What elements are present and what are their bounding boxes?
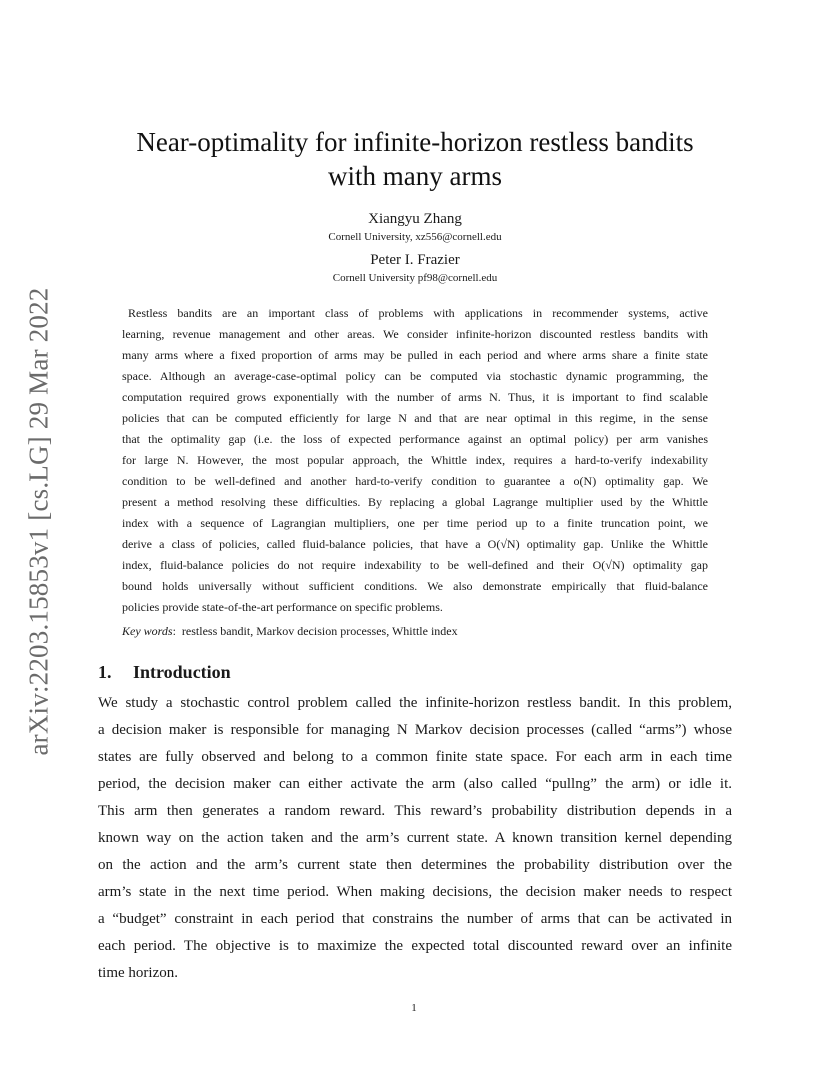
title-line: Near-optimality for infinite-horizon restless bandits [136, 127, 694, 157]
abstract-line: for large N. However, the most popular approach, the Whittle index, requires a hard-to-verify indexability [122, 453, 708, 467]
abstract-line: space. Although an average-case-optimal policy can be computed via stochastic dynamic programming, the [122, 369, 708, 383]
author-block [98, 251, 732, 285]
section-title: Introduction [133, 662, 231, 682]
page-number: 1 [411, 1002, 417, 1014]
body-line: on the action and the arm’s current state then determines the probability distribution over the [98, 857, 732, 873]
abstract-line: index, fluid-balance policies do not require indexability to be well-defined and their O(√N) optimality gap [122, 558, 708, 572]
body-line: each period. The objective is to maximize the expected total discounted reward over an infinite [98, 938, 732, 954]
body-line: We study a stochastic control problem called the infinite-horizon restless bandit. In this problem, [98, 695, 732, 711]
keywords [122, 624, 458, 639]
author-name: Peter I. Frazier [370, 252, 460, 268]
abstract-line: condition to be well-defined and another hard-to-verify condition to guarantee a o(N) optimality gap. We [122, 474, 708, 488]
abstract-line: Restless bandits are an important class of problems with applications in recommender systems, active [128, 306, 708, 320]
arxiv-identifier [23, 285, 55, 757]
title-line: with many arms [328, 161, 502, 191]
body-line: arm’s state in the next time period. When making decisions, the decision maker needs to respect [98, 884, 732, 900]
author-affiliation: Cornell University pf98@cornell.edu [332, 272, 498, 284]
body-line: a “budget” constraint in each period that constrains the number of arms that can be activated in [98, 911, 732, 927]
abstract-line: present a method resolving these difficulties. By replacing a global Lagrange multiplier used by the Whittle [122, 495, 708, 509]
abstract-line: index with a sequence of Lagrangian multipliers, one per time period up to a finite truncation point, we [122, 516, 708, 530]
body-line: period, the decision maker can either activate the arm (also called “pullng” the arm) or idle it. [98, 776, 732, 792]
abstract [122, 303, 708, 618]
body-line: This arm then generates a random reward. This reward’s probability distribution depends in a [98, 803, 732, 819]
introduction-body [98, 690, 732, 987]
author-block [98, 210, 732, 244]
abstract-line: policies provide state-of-the-art performance on specific problems. [122, 600, 443, 614]
abstract-line: that the optimality gap (i.e. the loss of expected performance against an optimal policy) per arm vanishes [122, 432, 708, 446]
abstract-line: computation required grows exponentially with the number of arms N. Thus, it is important to find scalable [122, 390, 708, 404]
abstract-line: many arms where a fixed proportion of arms may be pulled in each period and where arms share a finite state [122, 348, 708, 362]
abstract-line: learning, revenue management and other areas. We consider infinite-horizon discounted restless bandits with [122, 327, 708, 341]
keywords-text: restless bandit, Markov decision processes, Whittle index [181, 624, 458, 638]
paper-title [98, 125, 732, 193]
abstract-line: derive a class of policies, called fluid-balance policies, that have a O(√N) optimality gap. Unlike the Whittle [122, 537, 708, 551]
section-number: 1. [98, 662, 112, 682]
author-affiliation: Cornell University, xz556@cornell.edu [328, 231, 502, 243]
abstract-line: bound holds universally without sufficient conditions. We also demonstrate empirically that fluid-balance [122, 579, 708, 593]
body-line: time horizon. [98, 965, 178, 981]
keywords-label: Key words [122, 624, 173, 638]
body-line: known way on the action taken and the arm’s current state. A known transition kernel depending [98, 830, 732, 846]
author-name: Xiangyu Zhang [368, 211, 462, 227]
body-line: a decision maker is responsible for managing N Markov decision processes (called “arms”) whose [98, 722, 732, 738]
abstract-line: policies that can be computed efficiently for large N and that are near optimal in this regime, in the sense [122, 411, 708, 425]
section-heading [98, 662, 231, 683]
arxiv-identifier-text: arXiv:2203.15853v1 [cs.LG] 29 Mar 2022 [23, 286, 54, 756]
keywords-colon: : [172, 624, 182, 638]
body-line: states are fully observed and belong to a common finite state space. For each arm in each time [98, 749, 732, 765]
